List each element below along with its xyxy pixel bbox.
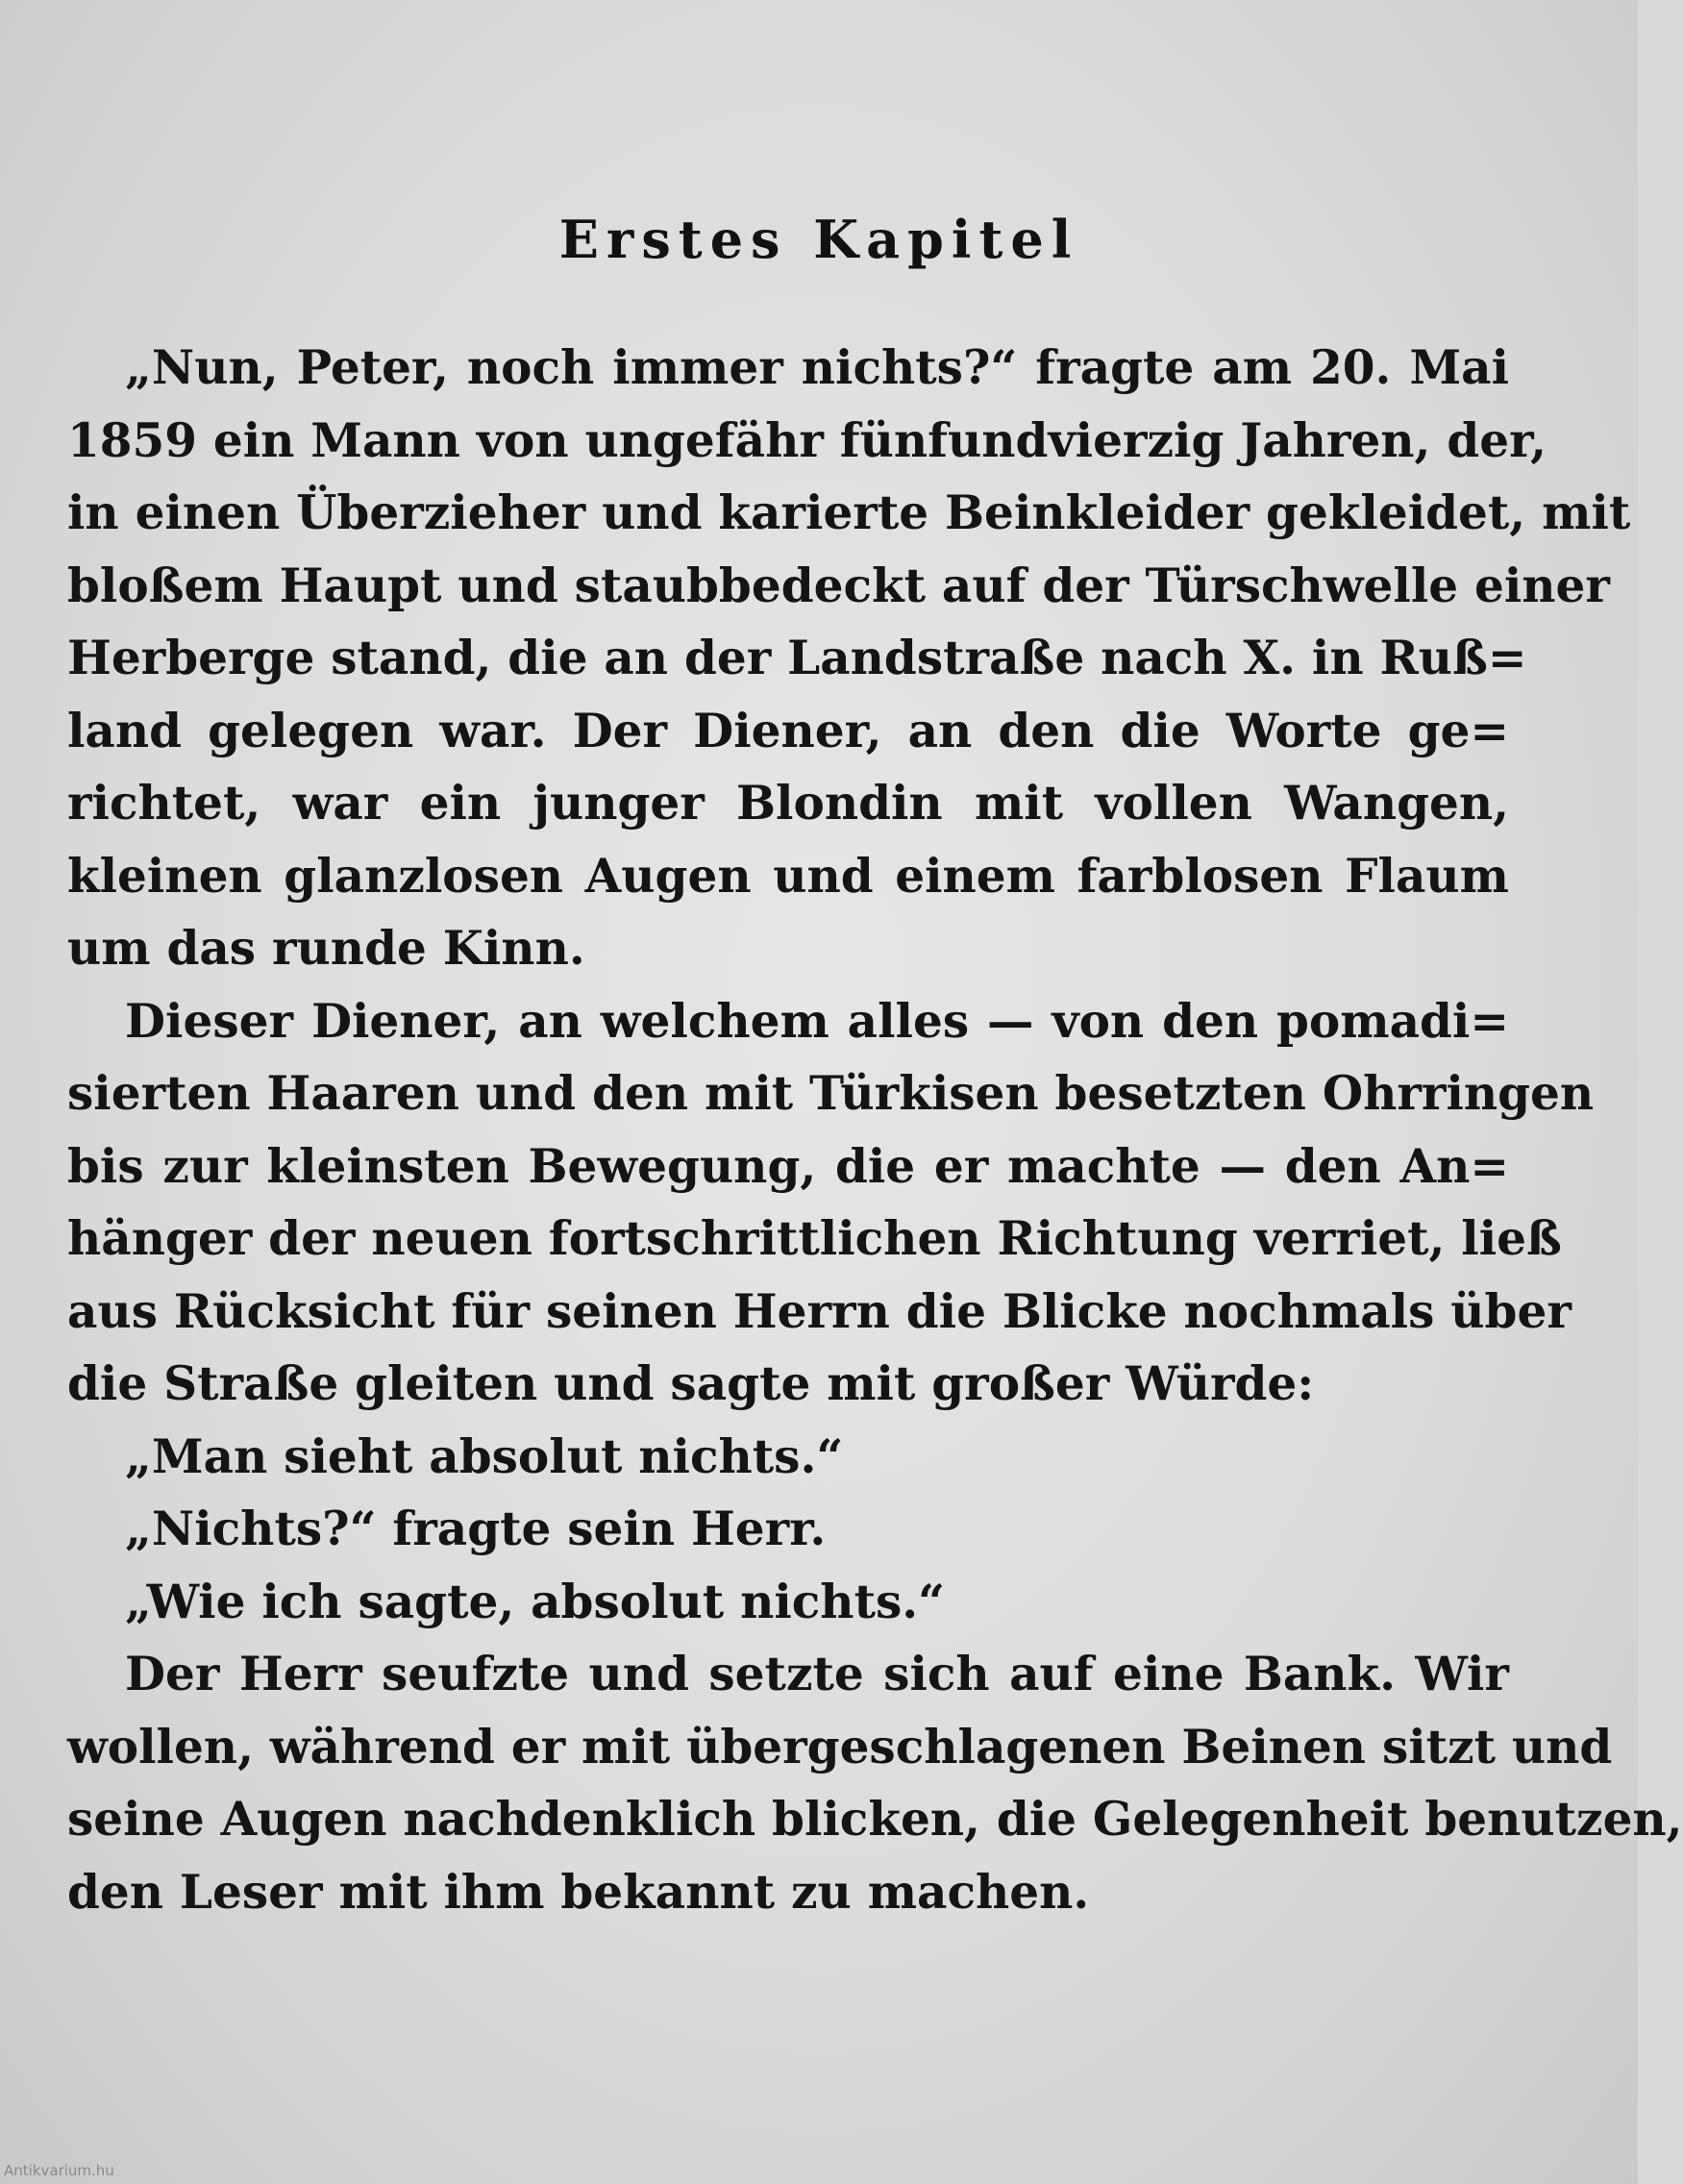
text-line: 1859 ein Mann von ungefähr fünfundvierzig Jahren, der, — [67, 412, 1547, 468]
text-line: um das runde Kinn. — [67, 921, 585, 976]
watermark: Antikvarium.hu — [4, 2162, 114, 2179]
text-line: seine Augen nachdenklich blicken, die Gelegenheit benutzen, — [67, 1792, 1683, 1847]
chapter-title: Erstes Kapitel — [558, 209, 1079, 270]
text-line: den Leser mit ihm bekannt zu machen. — [67, 1864, 1090, 1920]
text-line: richtet, war ein junger Blondin mit vollen Wangen, — [67, 776, 1509, 831]
text-line: „Nichts?“ fragte sein Herr. — [125, 1502, 827, 1556]
chapter-text — [67, 332, 1683, 1928]
text-line: „Man sieht absolut nichts.“ — [125, 1428, 844, 1484]
text-line: Dieser Diener, an welchem alles — von den pomadi= — [125, 993, 1509, 1049]
text-line: kleinen glanzlosen Augen und einem farblosen Flaum — [67, 848, 1509, 904]
text-line: „Wie ich sagte, absolut nichts.“ — [125, 1574, 946, 1629]
text-line: Herberge stand, die an der Landstraße nach X. in Ruß= — [67, 631, 1527, 685]
text-line: bis zur kleinsten Bewegung, die er machte — den An= — [67, 1138, 1509, 1194]
text-line: in einen Überzieher und karierte Beinkleider gekleidet, mit — [67, 485, 1631, 540]
text-line: bloßem Haupt und staubbedeckt auf der Türschwelle einer — [67, 558, 1610, 613]
text-line: hänger der neuen fortschrittlichen Richtung verriet, ließ — [67, 1211, 1562, 1266]
text-line: aus Rücksicht für seinen Herrn die Blicke nochmals über — [67, 1283, 1572, 1339]
text-line: die Straße gleiten und sagte mit großer Würde: — [67, 1356, 1315, 1411]
text-line: land gelegen war. Der Diener, an den die Worte ge= — [67, 703, 1509, 758]
text-line: „Nun, Peter, noch immer nichts?“ fragte am 20. Mai — [125, 340, 1509, 395]
text-line: wollen, während er mit übergeschlagenen Beinen sitzt und — [67, 1719, 1613, 1774]
text-line: Der Herr seufzte und setzte sich auf eine Bank. Wir — [125, 1647, 1509, 1701]
text-line: sierten Haaren und den mit Türkisen besetzten Ohrringen — [67, 1066, 1595, 1121]
